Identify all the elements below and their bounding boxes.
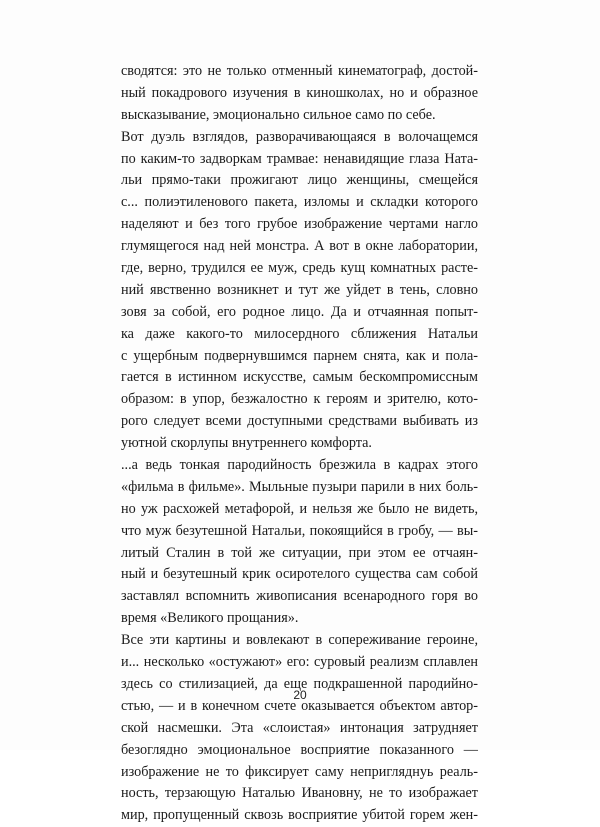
text-line: «фильма в фильме». Мыльные пузыри парили в них боль-	[121, 478, 478, 495]
body-text	[121, 61, 478, 827]
text-line: глумящегося над ней монстра. А вот в окне лаборатории,	[121, 238, 478, 255]
text-line: ный и безутешный крик осиротелого существа сам собой	[121, 566, 478, 583]
text-line: мир, пропущенный сквозь восприятие убитой горем жен-	[121, 807, 478, 824]
text-line: и... несколько «остужают» его: суровый реализм сплавлен	[121, 654, 478, 671]
text-line: литый Сталин в той же ситуации, при этом ее отчаян-	[121, 544, 478, 561]
text-line: здесь со стилизацией, да еще подкрашенной пародийно-	[121, 675, 478, 692]
text-line: но уж расхожей метафорой, и нельзя же было не видеть,	[121, 500, 478, 517]
text-line: ный покадрового изучения в киношколах, но и образное	[121, 84, 478, 101]
text-line: ний явственно возникнет и тут же уйдет в тень, словно	[121, 281, 478, 298]
text-line: заставлял вспомнить живописания всенародного горя во	[121, 588, 478, 605]
text-line: наделяют и без того грубое изображение чертами нагло	[121, 216, 478, 233]
text-line: образом: в упор, безжалостно к героям и зрителю, кото-	[121, 391, 478, 408]
text-line: по каким-то задворкам трамвае: ненавидящие глаза Ната-	[121, 150, 478, 167]
text-line: где, верно, трудился ее муж, средь кущ комнатных расте-	[121, 260, 478, 277]
text-line: Вот дуэль взглядов, разворачивающаяся в волочащемся	[121, 128, 478, 145]
text-line: уютной скорлупы внутреннего комфорта.	[121, 435, 372, 452]
text-line: Все эти картины и вовлекают в сопереживание героине,	[121, 632, 478, 649]
page-number: 20	[293, 688, 307, 702]
text-line: изображение не то фиксирует саму непригляднуь реаль-	[121, 763, 478, 780]
text-line: зовя за собой, его родное лицо. Да и отчаянная попыт-	[121, 303, 478, 320]
text-line: что муж безутешной Натальи, покоящийся в гробу, — вы-	[121, 522, 478, 539]
text-line: ка даже какого-то милосердного сближения Натальи	[121, 325, 478, 342]
text-line: время «Великого прощания».	[121, 610, 299, 627]
text-line: с... полиэтиленового пакета, изломы и складки которого	[121, 194, 478, 211]
text-line: сводятся: это не только отменный кинематограф, достой-	[121, 63, 478, 79]
text-line: гается в истинном искусстве, самым бескомпромиссным	[121, 369, 478, 386]
text-line: ской насмешки. Эта «слоистая» интонация затрудняет	[121, 719, 478, 736]
text-line: высказывание, эмоционально сильное само по себе.	[121, 106, 436, 123]
text-line: ность, терзающую Наталью Ивановну, не то изображает	[121, 785, 478, 802]
text-line: с ущербным подвернувшимся парнем снята, как и пола-	[121, 347, 478, 364]
text-line: льи прямо-таки прожигают лицо женщины, смещейся	[121, 172, 478, 189]
text-line: безоглядно эмоциональное восприятие показанного —	[121, 741, 478, 758]
text-line: ...а ведь тонкая пародийность брезжила в кадрах этого	[121, 457, 478, 474]
text-line: стью, — и в конечном счете оказывается объектом автор-	[121, 697, 478, 714]
text-line: рого следует всеми доступными средствами выбивать из	[121, 413, 478, 430]
